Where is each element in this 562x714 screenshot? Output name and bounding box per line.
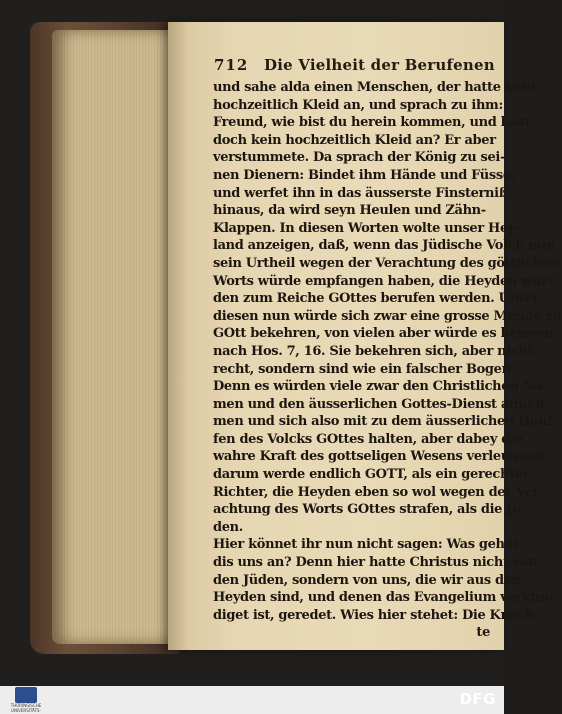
- text-line: den Jüden, sondern von uns, die wir aus den: [213, 572, 521, 588]
- text-line: nach Hos. 7, 16. Sie bekehren sich, aber nicht: [213, 343, 534, 359]
- text-line: men und den äusserlichen Gottes-Dienst anneh-: [213, 396, 550, 412]
- library-logo-text: THÜRINGISCHE UNIVERSITÄTS-: [10, 703, 42, 713]
- text-line: den zum Reiche GOttes berufen werden. Unter: [213, 291, 539, 307]
- text-line: Hier könnet ihr nun nicht sagen: Was gehet: [213, 537, 519, 553]
- viewer-footer: [0, 686, 504, 714]
- catchword: te: [476, 625, 490, 641]
- text-line: Richter, die Heyden eben so wol wegen der Ver-: [213, 484, 544, 500]
- text-line: recht, sondern sind wie ein falscher Bogen.: [213, 361, 515, 377]
- page-number: 712: [214, 56, 249, 74]
- page-edges: [52, 30, 172, 644]
- text-line: diesen nun würde sich zwar eine grosse Menge zu: [213, 308, 562, 324]
- text-line: Klappen. In diesen Worten wolte unser Hey-: [213, 220, 521, 236]
- library-logo-icon: [15, 687, 37, 703]
- text-line: darum werde endlich GOTT, als ein gerechter: [213, 467, 530, 483]
- text-line: den.: [213, 519, 243, 535]
- text-line: dis uns an? Denn hier hatte Christus nicht von: [213, 555, 538, 571]
- text-line: und sahe alda einen Menschen, der hatte kein: [213, 80, 536, 95]
- text-line: hochzeitlich Kleid an, und sprach zu ihm:: [213, 97, 503, 113]
- text-line: men und sich also mit zu dem äusserlichen Hauf-: [213, 414, 558, 430]
- text-line: Freund, wie bist du herein kommen, und hast: [213, 115, 531, 131]
- running-head: Die Vielheit der Berufenen: [264, 56, 495, 74]
- text-line: und werfet ihn in das äusserste Finsterniß: [213, 185, 509, 201]
- text-line: doch kein hochzeitlich Kleid an? Er aber: [213, 132, 496, 148]
- text-line: hinaus, da wird seyn Heulen und Zähn-: [213, 203, 486, 219]
- text-line: sein Urtheil wegen der Verachtung des göttlichen: [213, 255, 559, 271]
- text-line: wahre Kraft des gottseligen Wesens verleugnen;: [213, 449, 550, 465]
- text-line: verstummete. Da sprach der König zu sei-: [213, 150, 506, 166]
- body-text: [213, 79, 562, 642]
- library-logo[interactable]: [6, 686, 46, 714]
- text-line: GOtt bekehren, von vielen aber würde es heissen: [213, 326, 554, 342]
- text-line: Denn es würden viele zwar den Christlichen Na-: [213, 379, 548, 395]
- text-line: nen Dienern: Bindet ihm Hände und Füsse,: [213, 167, 515, 183]
- text-line: fen des Volcks GOttes halten, aber dabey die: [213, 431, 523, 447]
- text-line: land anzeigen, daß, wenn das Jüdische Volck nun: [213, 238, 556, 254]
- dfg-logo[interactable]: DFG: [459, 690, 496, 708]
- text-line: achtung des Worts GOttes strafen, als die Jü-: [213, 502, 527, 518]
- text-line: diget ist, geredet. Wies hier stehet: Die Knech-: [213, 607, 540, 623]
- text-line: Heyden sind, und denen das Evangelium verkün-: [213, 590, 554, 606]
- text-line: Worts würde empfangen haben, die Heyden wür-: [213, 273, 553, 289]
- page-header: [214, 56, 504, 78]
